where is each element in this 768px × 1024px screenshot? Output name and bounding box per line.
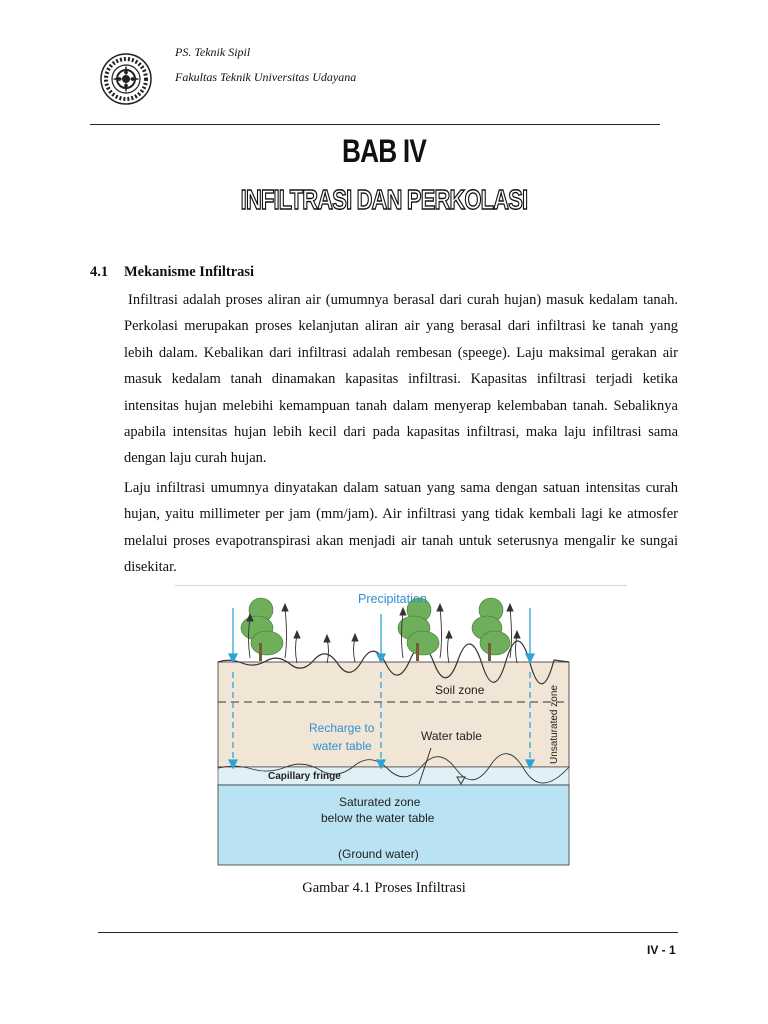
header-divider [90, 124, 660, 125]
label-precipitation: Precipitation [358, 592, 427, 606]
figure-caption: Gambar 4.1 Proses Infiltrasi [302, 880, 466, 896]
section-title: Mekanisme Infiltrasi [124, 264, 255, 280]
figure-top-rule [175, 585, 627, 586]
paragraph-infiltration-definition: Infiltrasi adalah proses aliran air (umumnya berasal dari curah hujan) masuk kedalam tanah. Perkolasi merupakan proses kelanjutan aliran air yang berasal dari infiltrasi ke tanah yang lebih dalam. Kebalikan dari infiltrasi adalah rembesan (speege). Laju maksimal gerakan air masuk kedalam tanah dinamakan kapasitas infiltrasi. Kapasitas infiltrasi terjadi ketika intensitas hujan melebihi kemampuan tanah dalam menyerap kelembaban tanah. Sebaliknya apabila intensitas hujan lebih kecil dari pada kapasitas infiltrasi, maka laju infiltrasi sama dengan laju curah hujan. [124, 292, 678, 467]
section-heading [90, 264, 254, 281]
label-ground-water: (Ground water) [338, 847, 419, 861]
label-saturated-zone: Saturated zone [339, 795, 421, 809]
label-capillary-fringe: Capillary fringe [268, 771, 341, 782]
chapter-title: BAB IV [341, 133, 426, 169]
header-department: PS. Teknik Sipil [175, 45, 251, 59]
label-recharge-2: water table [313, 739, 372, 753]
chapter-subtitle: INFILTRASI DAN PERKOLASI [240, 184, 528, 215]
label-recharge-1: Recharge to [309, 721, 375, 735]
label-water-table: Water table [421, 729, 482, 743]
label-unsaturated-zone: Unsaturated zone [549, 685, 560, 764]
university-seal-icon [100, 53, 152, 105]
footer-divider [98, 932, 678, 933]
header-faculty: Fakultas Teknik Universitas Udayana [175, 70, 357, 84]
label-soil-zone: Soil zone [435, 683, 485, 697]
infiltration-diagram [205, 588, 575, 870]
section-number: 4.1 [90, 264, 109, 280]
page-number: IV - 1 [647, 943, 676, 957]
soil-layer [218, 662, 569, 767]
label-below-water-table: below the water table [321, 811, 435, 825]
paragraph-infiltration-rate: Laju infiltrasi umumnya dinyatakan dalam satuan yang sama dengan satuan intensitas curah hujan, yaitu millimeter per jam (mm/jam). Air infiltrasi yang tidak kembali lagi ke atmosfer melalui proses evapotranspirasi akan menjadi air tanah untuk seterusnya mengalir ke sungai disekitar. [124, 480, 678, 576]
